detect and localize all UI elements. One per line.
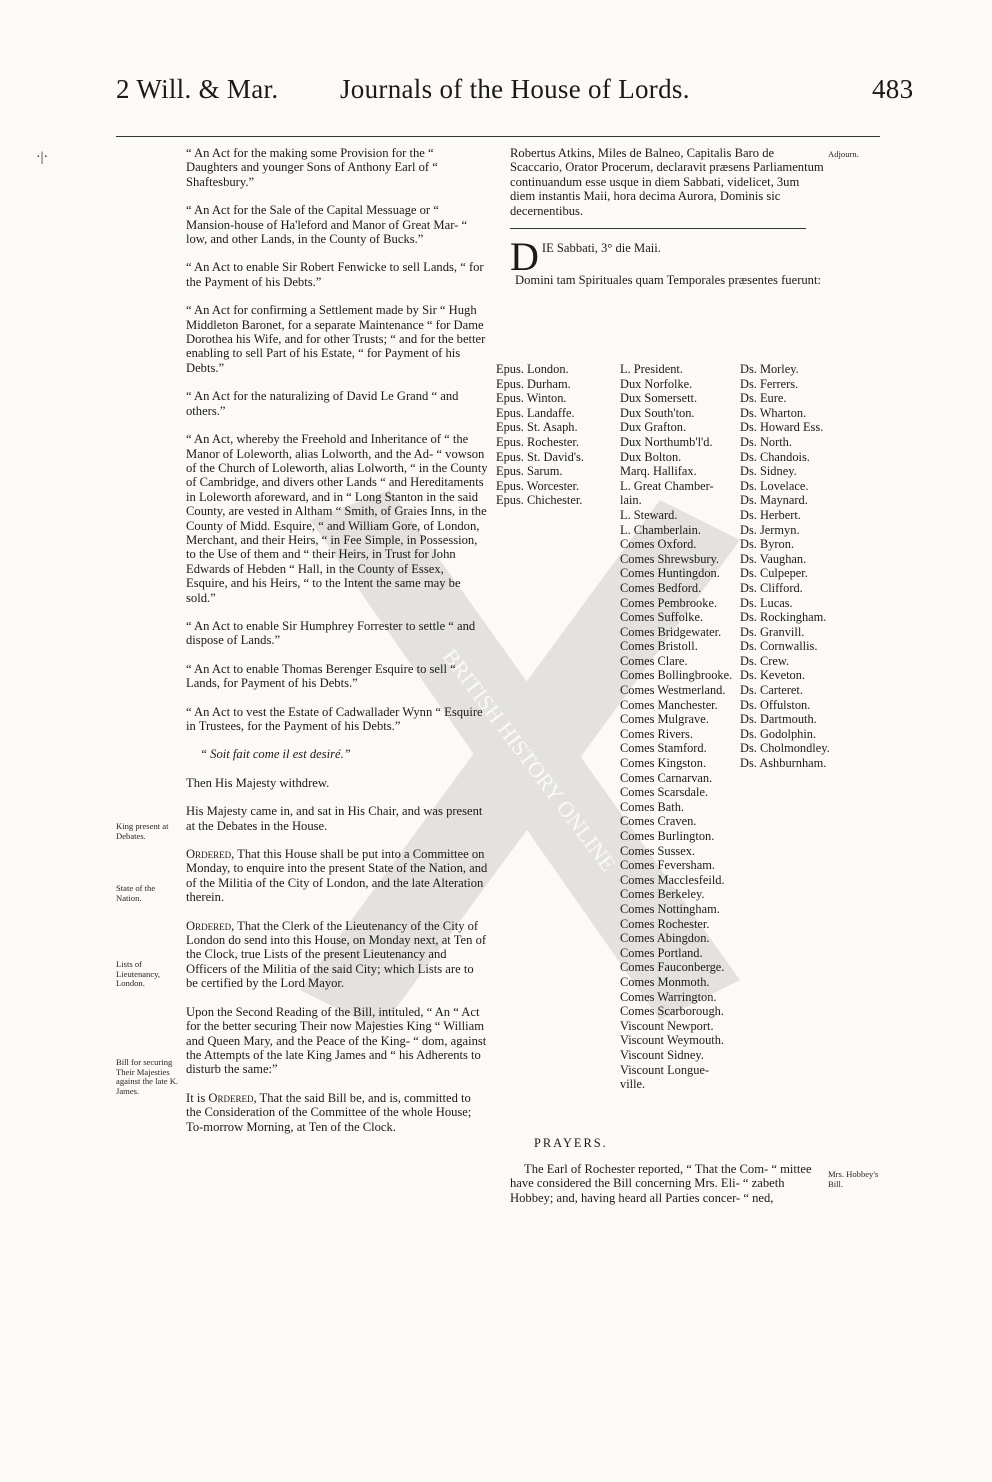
peer-entry: Comes Rochester. [620,916,710,931]
peer-entry: Marq. Hallifax. [620,464,697,479]
bishop-entry: Epus. St. David's. [496,449,584,464]
peer-entry: Comes Bath. [620,799,685,814]
act-3: “ An Act to enable Sir Robert Fenwicke to sell Lands, “ for the Payment of his Debts.” [186,260,484,289]
royal-assent-formula: “ Soit fait come il est desiré.” [200,747,351,762]
margin-note-bill-securing: Bill for securing Their Majesties against the late K. James. [116,1057,179,1096]
baron-entry: Ds. Morley. [740,362,799,376]
baron-entry: Ds. Herbert. [740,507,801,522]
king-present-entry: His Majesty came in, and sat in His Chair, and was present at the Debates in the House. [186,804,483,833]
baron-entry: Ds. Byron. [740,537,795,552]
peer-entry: Viscount Sidney. [620,1047,704,1062]
peer-entry: Comes Oxford. [620,537,697,552]
state-of-nation-order [186,847,488,905]
peer-entry: Comes Suffolke. [620,610,704,625]
baron-entry: Ds. Cornwallis. [740,639,818,654]
act-1: “ An Act for the making some Provision for the “ Daughters and younger Sons of Anthony Earl of “ Shaftesbury.” [186,146,438,189]
watermark-text: BRITISH HISTORY ONLINE [437,644,622,876]
peer-entry: Comes Westmerland. [620,683,726,698]
peer-entry: Comes Feversham. [620,858,715,873]
peer-entry: Comes Pembrooke. [620,595,718,610]
bishop-entry: Epus. Durham. [496,376,571,391]
baron-entry: Ds. North. [740,434,792,449]
order-keyword: Ordered, [186,847,235,862]
peer-entry: Dux South'ton. [620,405,695,420]
act-6: “ An Act, whereby the Freehold and Inheritance of “ the Manor of Loleworth, alias Lolworth, and the Ad- “ vowson of the Church of Loleworth, alias Lolworth, “ in the County of Cambridge, and divers other Lands “ and Hereditaments in Loleworth aforeward, and in “ Long Stanton in the said County, are vested in Altham “ Smith, of Graies Inns, in the County of Midd. Esquire, “ and William Gore, of London, Merchant, and their Heirs, “ in Fee Simple, in Possession, to the Use of them and “ their Heirs, in Trust for John Edwards of Hebden “ Hall, in the County of Essex, Esquire, and his Heirs, “ to the Intent the same may be sold.” [186,432,488,605]
peer-entry: L. President. [620,362,683,376]
peer-entry: Comes Berkeley. [620,887,705,902]
peer-entry: Comes Abingdon. [620,931,710,946]
journal-title-header: Journals of the House of Lords. [340,74,690,104]
baron-entry: Ds. Cholmondley. [740,741,830,756]
peer-entry: Comes Bedford. [620,580,702,595]
order-keyword: Ordered, [186,918,235,933]
baron-entry: Ds. Vaughan. [740,551,807,566]
baron-entry: Ds. Wharton. [740,405,807,420]
order-text: That the Clerk of the Lieutenancy of the City of London do send into this House, on Monday next, at Ten of the Clock, true Lists of the present Lieutenancy and Officers of the Militia of the said City; which Lists are to be certified by the Lord Mayor. [186,918,487,991]
peer-entry: Comes Carnarvan. [620,770,713,785]
peer-entry: Viscount Weymouth. [620,1033,725,1048]
baron-entry: Ds. Rockingham. [740,610,827,625]
baron-entry: Ds. Dartmouth. [740,712,817,727]
act-2: “ An Act for the Sale of the Capital Messuage or “ Mansion-house of Ha'leford and Manor of Great Mar- “ low, and other Lands, in the County of Bucks.” [186,203,468,247]
peer-entry: Dux Bolton. [620,449,682,464]
act-4: “ An Act for confirming a Settlement made by Sir “ Hugh Middleton Baronet, for a separate Maintenance “ for Dame Dorothea his Wife, and for other Trusts; “ and for the better enabling to sell Part of his Estate, “ for Payment of his Debts.” [186,303,486,375]
header-rule [116,136,880,137]
peer-entry: Comes Sussex. [620,843,696,858]
bishop-entry: Epus. Landaffe. [496,405,575,420]
baron-entry: Ds. Howard Ess. [740,420,824,435]
page-number: 483 [872,74,914,104]
baron-entry: Ds. Clifford. [740,580,803,595]
margin-note-lists: Lists of Lieutenancy, London. [116,959,161,989]
act-8: “ An Act to enable Thomas Berenger Esquire to sell “ Lands, for Payment of his Debts.” [186,661,456,691]
adjournment-entry: Robertus Atkins, Miles de Balneo, Capitalis Baro de Scaccario, Orator Procerum, declaravit præsens Parliamentum continuandum esse usque in diem Sabbati, videlicet, 3um diem instantis Maii, hora decima Aurora, Dominis sic decernentibus. [510,146,824,218]
peer-entry: Dux Somersett. [620,391,698,406]
edge-mark: ·|· [36,150,49,165]
peer-entry: L. Steward. [620,507,678,522]
act-5: “ An Act for the naturalizing of David Le Grand “ and others.” [186,389,459,418]
peer-entry: Comes Rivers. [620,726,693,741]
baron-entry: Ds. Culpeper. [740,566,808,581]
margin-note-state-nation: State of the Nation. [116,883,156,903]
bill-committed-order [186,1091,488,1134]
peer-entry: lain. [620,493,642,508]
peer-entry: Dux Norfolke. [620,376,693,391]
hobbey-report [510,1162,826,1205]
order-prefix: It is [186,1090,209,1105]
bishop-entry: Epus. Sarum. [496,464,563,479]
majesty-withdrew: Then His Majesty withdrew. [186,775,330,790]
peer-entry: Dux Northumb'l'd. [620,434,713,449]
baron-entry: Ds. Offulston. [740,697,811,712]
lieutenancy-lists-order [186,919,488,991]
bishops-list [496,362,584,508]
barons-list [740,362,830,771]
peer-entry: Comes Stamford. [620,741,707,756]
bishop-entry: Epus. Winton. [496,391,567,406]
baron-entry: Ds. Chandois. [740,449,810,464]
baron-entry: Ds. Jermyn. [740,522,800,537]
baron-entry: Ds. Granvill. [740,624,805,639]
peer-entry: Viscount Newport. [620,1018,714,1033]
order-text: That the said Bill be, and is, committed to the Consideration of the Committee of the whole House; To-morrow Morning, at Ten of the Clock. [186,1090,472,1134]
peer-entry: ville. [620,1077,646,1092]
bishop-entry: Epus. Chichester. [496,493,583,508]
peer-entry: Viscount Longue- [620,1062,710,1077]
right-column [510,146,826,287]
drop-cap: D [510,234,539,280]
peer-entry: Comes Macclesfeild. [620,872,725,887]
baron-entry: Ds. Lovelace. [740,478,809,493]
peer-entry: Comes Huntingdon. [620,566,720,581]
peer-entry: Comes Manchester. [620,697,718,712]
bishop-entry: Epus. Rochester. [496,434,579,449]
sitting-date [510,234,826,280]
order-keyword: Ordered, [208,1090,257,1105]
prayers-heading: PRAYERS. [534,1136,608,1150]
baron-entry: Ds. Ashburnham. [740,756,827,771]
attendance-heading: Domini tam Spirituales quam Temporales præsentes fuerunt: [515,273,821,288]
bishop-entry: Epus. St. Asaph. [496,420,578,435]
bishop-entry: Epus. Worcester. [496,478,580,493]
baron-entry: Ds. Lucas. [740,595,793,610]
peer-entry: Comes Mulgrave. [620,712,709,727]
peer-entry: L. Chamberlain. [620,522,701,537]
peer-entry: Comes Fauconberge. [620,960,725,975]
peer-entry: Dux Grafton. [620,420,687,435]
peer-entry: Comes Kingston. [620,756,707,771]
act-9: “ An Act to vest the Estate of Cadwallader Wynn “ Esquire in Trustees, for the Payment of his Debts.” [186,704,483,733]
peer-entry: L. Great Chamber- [620,478,714,493]
peer-entry: Comes Scarborough. [620,1004,724,1019]
peer-entry: Comes Nottingham. [620,901,720,916]
peer-entry: Comes Scarsdale. [620,785,709,800]
peer-entry: Comes Burlington. [620,829,715,843]
sitting-date-text: IE Sabbati, 3° die Maii. [541,241,661,256]
left-column [186,146,488,1134]
report-text: The Earl of Rochester reported, “ That the Com- “ mittee have considered the Bill concerning Mrs. Eli- “ zabeth Hobbey; and, having heard all Parties concer- “ ned, [510,1162,812,1205]
peer-entry: Comes Clare. [620,653,688,668]
peer-entry: Comes Bollingbrooke. [620,668,733,683]
baron-entry: Ds. Crew. [740,653,790,668]
peers-list [620,362,732,1092]
order-text: That this House shall be put into a Committee on Monday, to enquire into the present State of the Nation, and of the Militia of the City of London, and the late Alteration therein. [186,847,488,905]
baron-entry: Ds. Keveton. [740,668,806,683]
peer-entry: Comes Warrington. [620,989,717,1004]
bill-second-reading: Upon the Second Reading of the Bill, intituled, “ An “ Act for the better securing Their now Majesties King “ William and Queen Mary, and the Peace of the King- “ dom, against the Attempts of the late King James and “ his Adherents to disturb the same:” [186,1004,487,1077]
bishop-entry: Epus. London. [496,362,569,376]
peer-entry: Comes Craven. [620,814,697,829]
baron-entry: Ds. Eure. [740,391,787,406]
peer-entry: Comes Bridgewater. [620,624,722,639]
peer-entry: Comes Shrewsbury. [620,551,720,566]
regnal-year-header: 2 Will. & Mar. [116,74,279,104]
baron-entry: Ds. Carteret. [740,683,803,698]
baron-entry: Ds. Maynard. [740,493,808,508]
baron-entry: Ds. Ferrers. [740,376,799,391]
margin-note-adjourn: Adjourn. [828,149,859,159]
margin-note-hobbey: Mrs. Hobbey's Bill. [828,1169,879,1189]
peer-entry: Comes Bristoll. [620,639,698,654]
section-rule [510,228,806,229]
baron-entry: Ds. Godolphin. [740,726,817,741]
baron-entry: Ds. Sidney. [740,464,797,479]
peer-entry: Comes Portland. [620,945,703,960]
act-7: “ An Act to enable Sir Humphrey Forrester to settle “ and dispose of Lands.” [186,618,476,648]
peer-entry: Comes Monmoth. [620,974,710,989]
margin-note-king-present: King present at Debates. [116,821,169,841]
